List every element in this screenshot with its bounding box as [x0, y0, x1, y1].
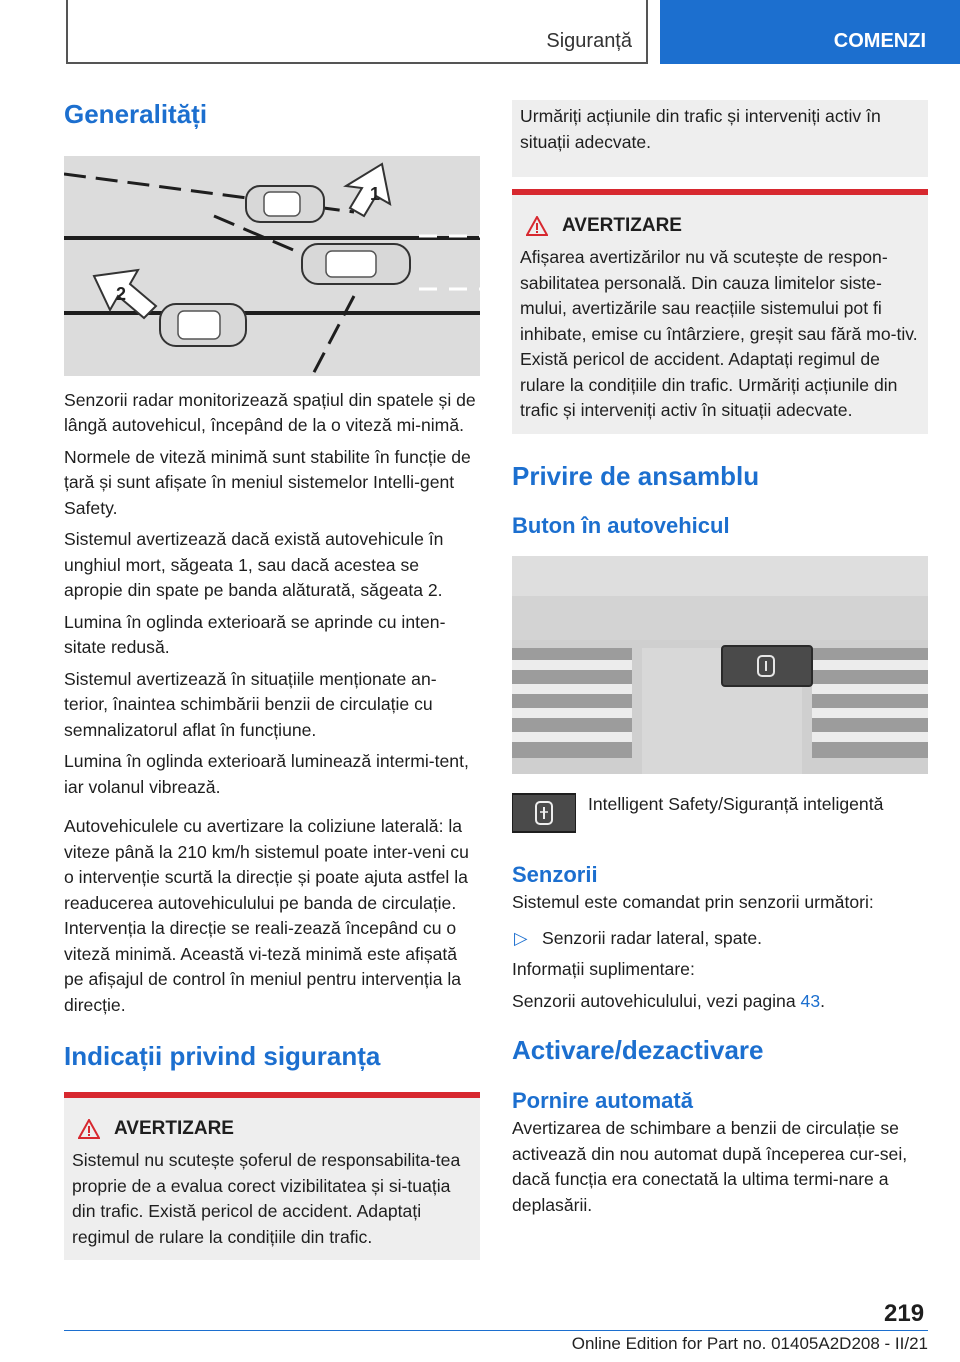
footer-edition: Online Edition for Part no. 01405A2D208 - II/21 [571, 1334, 928, 1353]
intelligent-safety-button[interactable] [722, 646, 812, 686]
paragraph-1: Senzorii radar monitorizează spațiul din spatele și de lângă autovehicul, începând de la o viteză mi‐nimă. [64, 389, 476, 436]
section-title-overview: Privire de ansamblu [512, 460, 760, 491]
section-title-generalitati: Generalități [64, 99, 208, 129]
button-caption-row [512, 792, 928, 834]
car-bottom [160, 304, 246, 346]
warning-box-1 [64, 1092, 480, 1260]
svg-text:1: 1 [370, 183, 381, 204]
paragraph-5: Sistemul avertizează în situațiile menționate an‐terior, înaintea schimbării benzii de circulație cu semnalizatorul aflat în funcțiune. [64, 668, 437, 740]
car-middle [302, 244, 410, 284]
car-top [246, 186, 324, 222]
warning-1-text: Sistemul nu scutește șoferul de responsabilita‐tea proprie de a evalua corect vizibilitatea și si‐tuația din trafic. Există pericol de accident. Adaptați regimul de rulare la condițiile din trafic. [72, 1150, 461, 1247]
warning-box-2 [512, 189, 928, 434]
section-title-activation: Activare/dezactivare [512, 1035, 764, 1066]
button-caption: Intelligent Safety/Siguranță inteligentă [588, 793, 884, 814]
warning-1-title: AVERTIZARE [114, 1118, 234, 1140]
list-item [512, 926, 928, 952]
page-link-43[interactable]: 43 [800, 990, 821, 1011]
paragraph-7: Autovehiculele cu avertizare la coliziune laterală: la viteze până la 210 km/h sistemul poate inter‐veni cu o intervenție scurtă la direcție și poate ajuta astfel la readucerea autovehiculului pe banda de circulație. Intervenția la direcție se reali‐zează începând cu o viteză minimă. Această vi‐teză minimă este afișată pe afișajul de control în meniul pentru intervenția la direcție. [64, 816, 469, 1015]
blind-spot-illustration [64, 156, 480, 376]
button-photo [512, 556, 928, 774]
left-column [64, 100, 480, 1260]
paragraph-6: Lumina în oglinda exterioară luminează intermi‐tent, iar volanul vibrează. [64, 751, 469, 797]
sensor-item-text: Senzorii radar lateral, spate. [542, 927, 763, 948]
header-chapter-label: COMENZI [833, 30, 926, 52]
warning-2-text: Afișarea avertizărilor nu vă scutește de respon‐sabilitatea personală. Din cauza limitelor siste‐mului, avertizările sau reacțiile sistemului pot fi inhibate, emise cu întârziere, greșit sau fără mo‐tiv. Există pericol de accident. Adaptați regimul de rulare la condițiile din trafic. Urmăriți acțiunile din trafic și interveniți activ în situații adecvate. [520, 247, 918, 420]
paragraph-3: Sistemul avertizează dacă există autovehicule în unghiul mort, săgeata 1, sau dacă acestea se apropie din spate pe banda alăturată, săgeata 2. [64, 529, 444, 601]
paragraph-4: Lumina în oglinda exterioară se aprinde cu inten‐sitate redusă. [64, 611, 446, 658]
sensors-intro: Sistemul este comandat prin senzorii următori: [512, 892, 874, 913]
note-text: Urmăriți acțiunile din trafic și interveniți activ în situații adecvate. [520, 106, 881, 152]
subsection-title-auto-start: Pornire automată [512, 1088, 693, 1114]
paragraph-2: Normele de viteză minimă sunt stabilite în funcție de țară și sunt afișate în meniul sistemelor Intelli‐gent Safety. [64, 446, 471, 518]
info-reference: Senzorii autovehiculului, vezi pagina 43. [512, 990, 825, 1011]
info-label: Informații suplimentare: [512, 959, 695, 980]
header-chapter-tab [660, 0, 960, 64]
header-section-label: Siguranță [546, 30, 632, 52]
warning-triangle-icon [78, 1119, 100, 1139]
left-air-vent [512, 648, 632, 758]
subsection-title-sensors: Senzorii [512, 861, 598, 887]
section-title-safety: Indicații privind siguranța [64, 1041, 381, 1072]
note-box [512, 100, 928, 177]
right-air-vent [812, 648, 928, 758]
right-column [512, 100, 928, 1218]
auto-start-text: Avertizarea de schimbare a benzii de circulație se activează din nou automat după începerea cur‐sei, dacă funcția era conectată la ultima termi‐nare a deplasării. [512, 1118, 908, 1215]
safety-button-icon [512, 792, 576, 834]
page-number: 219 [884, 1300, 925, 1327]
warning-2-title: AVERTIZARE [562, 215, 682, 236]
footer-divider [64, 1330, 928, 1331]
svg-text:2: 2 [116, 283, 127, 304]
subsection-title-button: Buton în autovehicul [512, 513, 730, 539]
header-section-tab [66, 0, 648, 64]
warning-triangle-icon [526, 216, 548, 236]
triangle-bullet-icon: ▷ [514, 927, 528, 948]
